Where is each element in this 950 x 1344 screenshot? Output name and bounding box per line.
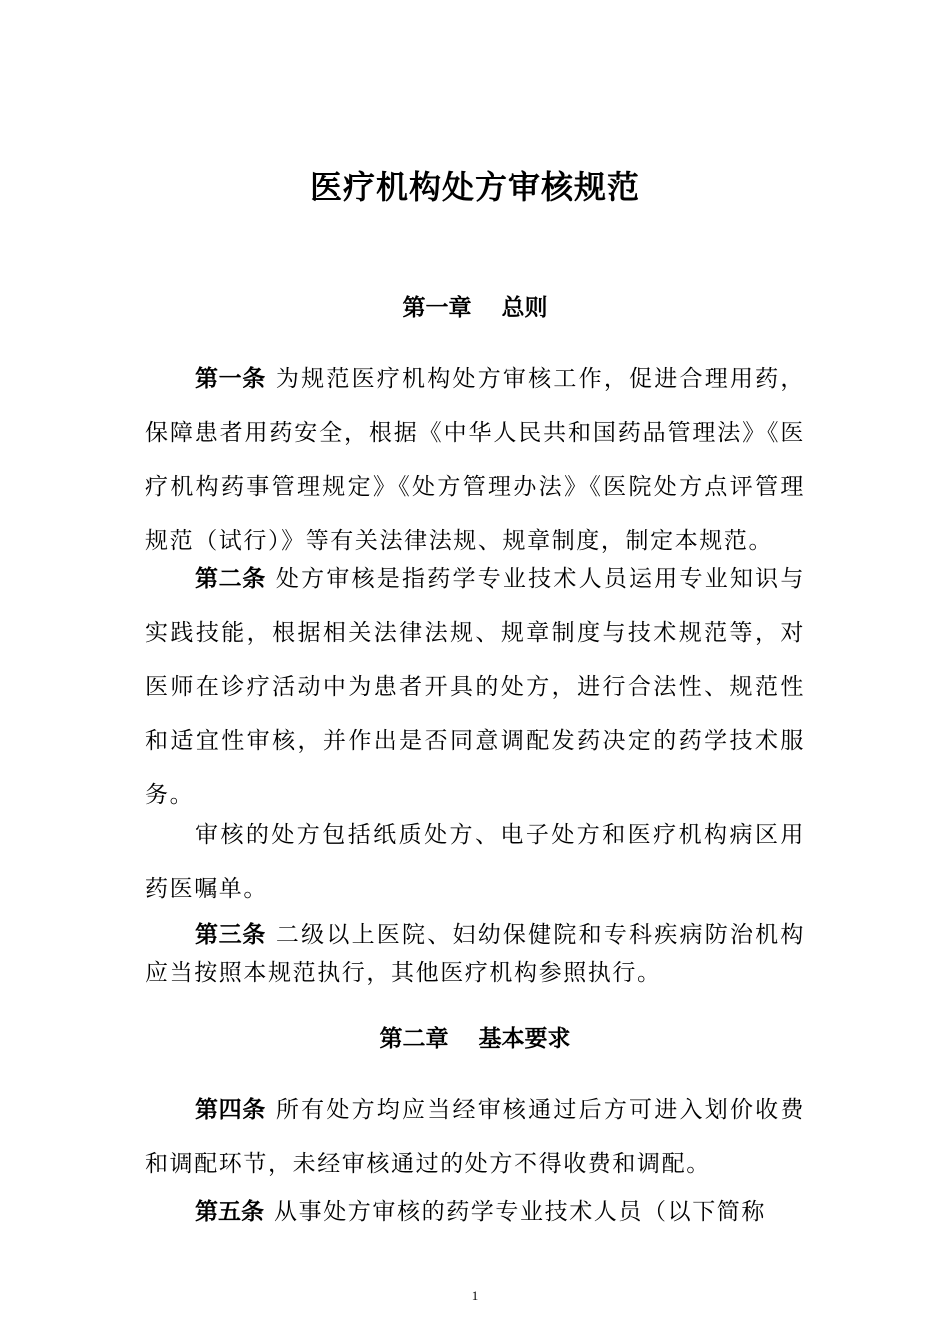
article-1 xyxy=(145,352,805,568)
article-label: 第四条 xyxy=(195,1097,266,1123)
article-label: 第一条 xyxy=(195,366,266,392)
chapter-name: 基本要求 xyxy=(478,1026,571,1052)
article-label: 第三条 xyxy=(195,922,266,948)
article-label: 第五条 xyxy=(195,1199,264,1225)
document-title: 医疗机构处方审核规范 xyxy=(309,168,640,206)
page-number: 1 xyxy=(471,1288,479,1303)
article-text: 处方审核是指药学专业技术人员运用专业知识与实践技能，根据相关法律法规、规章制度与技术规范等，对医师在诊疗活动中为患者开具的处方，进行合法性、规范性和适宜性审核，并作出是否同意调配发药决定的药学技术服务。 xyxy=(145,566,806,808)
article-text: 二级以上医院、妇幼保健院和专科疾病防治机构应当按照本规范执行，其他医疗机构参照执行。 xyxy=(145,922,806,986)
article-5 xyxy=(145,1185,805,1239)
article-label: 第二条 xyxy=(195,566,266,592)
chapter-heading-2 xyxy=(0,1023,950,1055)
article-text: 从事处方审核的药学专业技术人员（以下简称 xyxy=(274,1199,766,1225)
article-text: 为规范医疗机构处方审核工作，促进合理用药，保障患者用药安全，根据《中华人民共和国药品管理法》《医疗机构药事管理规定》《处方管理办法》《医院处方点评管理规范（试行）》等有关法律法规、规章制度，制定本规范。 xyxy=(145,366,806,554)
article-2-continuation: 审核的处方包括纸质处方、电子处方和医疗机构病区用药医嘱单。 xyxy=(145,822,805,902)
chapter-label: 第一章 xyxy=(402,295,472,321)
article-2 xyxy=(145,552,805,822)
chapter-label: 第二章 xyxy=(379,1026,449,1052)
article-text: 所有处方均应当经审核通过后方可进入划价收费和调配环节，未经审核通过的处方不得收费和调配。 xyxy=(145,1097,806,1177)
chapter-heading-1 xyxy=(0,292,950,324)
article-4 xyxy=(145,1083,805,1191)
chapter-name: 总则 xyxy=(501,295,548,321)
article-3 xyxy=(145,916,805,992)
